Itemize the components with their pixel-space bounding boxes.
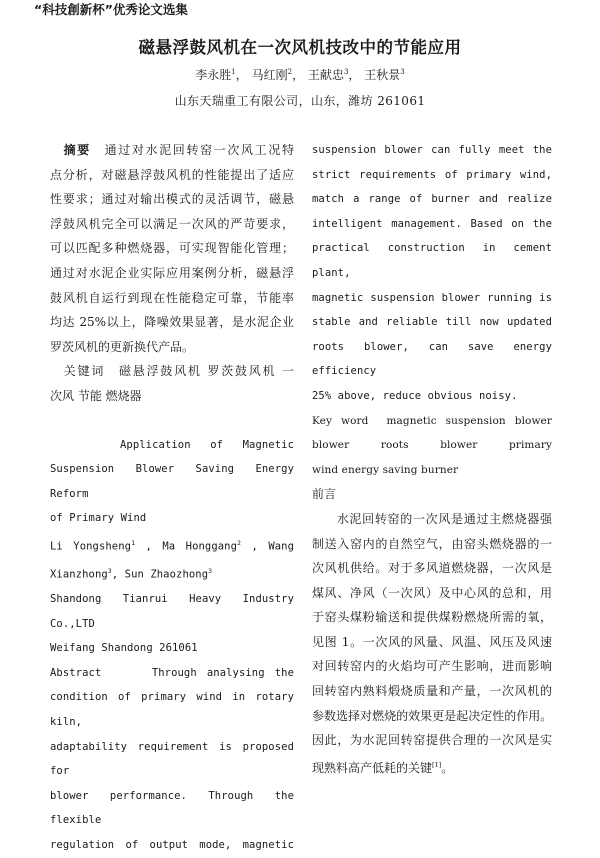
paper-title: 磁悬浮鼓风机在一次风机技改中的节能应用 xyxy=(138,38,462,57)
author-name: 李永胜 xyxy=(195,68,232,82)
english-abstract-line: condition of primary wind in rotary kiln, xyxy=(50,691,294,729)
preface-title: 前言 xyxy=(312,487,337,502)
citation-ref: [1] xyxy=(432,760,442,769)
english-abstract-line: magnetic suspension blower running is xyxy=(312,291,552,304)
english-abstract-line: regulation of output mode, magnetic xyxy=(50,839,294,852)
abstract-line: 性要求；通过对输出模式的灵活调节，磁悬 xyxy=(50,192,294,207)
keywords-label: 关键词 xyxy=(62,364,106,379)
preface-line: 对回转窑内的火焰均可产生影响，进而影响 xyxy=(312,659,552,674)
english-keywords-line: Key word magnetic suspension blower xyxy=(312,414,552,427)
english-abstract-line: strict requirements of primary wind, xyxy=(312,168,552,181)
abstract-line: 鼓风机自运行到现在性能稳定可靠，节能率 xyxy=(50,290,294,305)
preface-line: 因此，为水泥回转窑提供合理的一次风是实 xyxy=(312,733,552,748)
english-abstract-line: match a range of burner and realize xyxy=(312,193,552,206)
english-authors-line: Li Yongsheng$^1$ , Ma Honggang$^2$ , Wang xyxy=(50,538,295,553)
author-name: 马红刚 xyxy=(251,68,288,82)
english-title-line: Suspension Blower Saving Energy Reform xyxy=(50,463,294,500)
english-keywords-line: wind energy saving burner xyxy=(312,463,459,476)
abstract-line: 摘要 通过对水泥回转窑一次风工况特 xyxy=(62,143,294,157)
preface-line: 参数选择对燃烧的效果更是起决定性的作用。 xyxy=(312,708,552,723)
preface-line: 见图 1。一次风的风量、风温、风压及风速 xyxy=(312,634,552,649)
abstract-line: 通过对水泥企业实际应用案例分析，磁悬浮 xyxy=(50,265,294,280)
english-title-line: Application of Magnetic xyxy=(120,438,294,451)
keywords-line: 次风 节能 燃烧器 xyxy=(50,388,142,403)
abstract-label: 摘要 xyxy=(62,143,91,157)
preface-line: 煤风、净风（一次风）及中心风的总和，用 xyxy=(312,585,552,600)
english-keywords-label: Key word xyxy=(312,414,369,427)
english-affiliation-line: Weifang Shandong 261061 xyxy=(50,642,198,655)
author-list: 李永胜$^1$， 马红刚$^2$， 王献忠$^3$， 王秋景$^3$ xyxy=(195,68,405,82)
english-abstract-label: Abstract xyxy=(50,666,102,679)
preface-line: 次风机供给。对于多风道燃烧器，一次风是 xyxy=(312,561,552,576)
english-title-line: of Primary Wind xyxy=(50,512,147,525)
keywords-line: 关键词 磁悬浮鼓风机 罗茨鼓风机 一 xyxy=(62,364,294,379)
english-affiliation-line: Shandong Tianrui Heavy Industry Co.,LTD xyxy=(50,593,294,630)
abstract-line: 浮鼓风机完全可以满足一次风的严苛要求， xyxy=(50,216,294,231)
journal-header: “科技創新杯”优秀论文选集 xyxy=(34,2,188,17)
english-abstract-line: 25% above, reduce obvious noisy. xyxy=(312,389,518,402)
abstract-line: 可以匹配多种燃烧器，可实现智能化管理； xyxy=(50,241,294,256)
preface-line: 于窑头煤粉输送和提供煤粉燃烧所需的氧， xyxy=(312,610,552,625)
left-column xyxy=(50,138,294,858)
author-name: 王秋景 xyxy=(364,68,401,82)
english-abstract-line: roots blower, can save energy efficiency xyxy=(312,340,552,378)
abstract-line: 点分析，对磁悬浮鼓风机的性能提出了适应 xyxy=(50,167,294,182)
preface-line: 水泥回转窑的一次风是通过主燃烧器强 xyxy=(336,511,552,526)
english-abstract-line: blower performance. Through the flexible xyxy=(50,789,294,827)
preface-line: 现熟料高产低耗的关键[1]。 xyxy=(312,760,454,775)
english-keywords-line: blower roots blower primary xyxy=(312,439,552,452)
affiliation: 山东天瑞重工有限公司，山东，潍坊 261061 xyxy=(174,94,426,108)
right-column xyxy=(312,138,552,780)
preface-line: 回转窑内熟料煅烧质量和产量，一次风机的 xyxy=(312,684,552,699)
english-abstract-line: intelligent management. Based on the xyxy=(312,217,552,230)
english-abstract-line: suspension blower can fully meet the xyxy=(312,144,552,156)
english-abstract-line: Abstract Through analysing the xyxy=(50,666,294,679)
english-abstract-line: adaptability requirement is proposed for xyxy=(50,740,294,778)
author-name: 王献忠 xyxy=(307,68,344,82)
preface-line: 制送入窑内的自然空气，由窑头燃烧器的一 xyxy=(312,536,552,551)
english-abstract-line: practical construction in cement plant, xyxy=(312,242,552,279)
english-abstract-line: stable and reliable till now updated xyxy=(312,316,552,329)
abstract-line: 罗茨风机的更新换代产品。 xyxy=(50,339,195,354)
english-authors-line: Xianzhong$^3$, Sun Zhaozhong$^3$ xyxy=(50,567,213,581)
abstract-line: 均达 25%以上，降噪效果显著，是水泥企业 xyxy=(50,315,294,330)
